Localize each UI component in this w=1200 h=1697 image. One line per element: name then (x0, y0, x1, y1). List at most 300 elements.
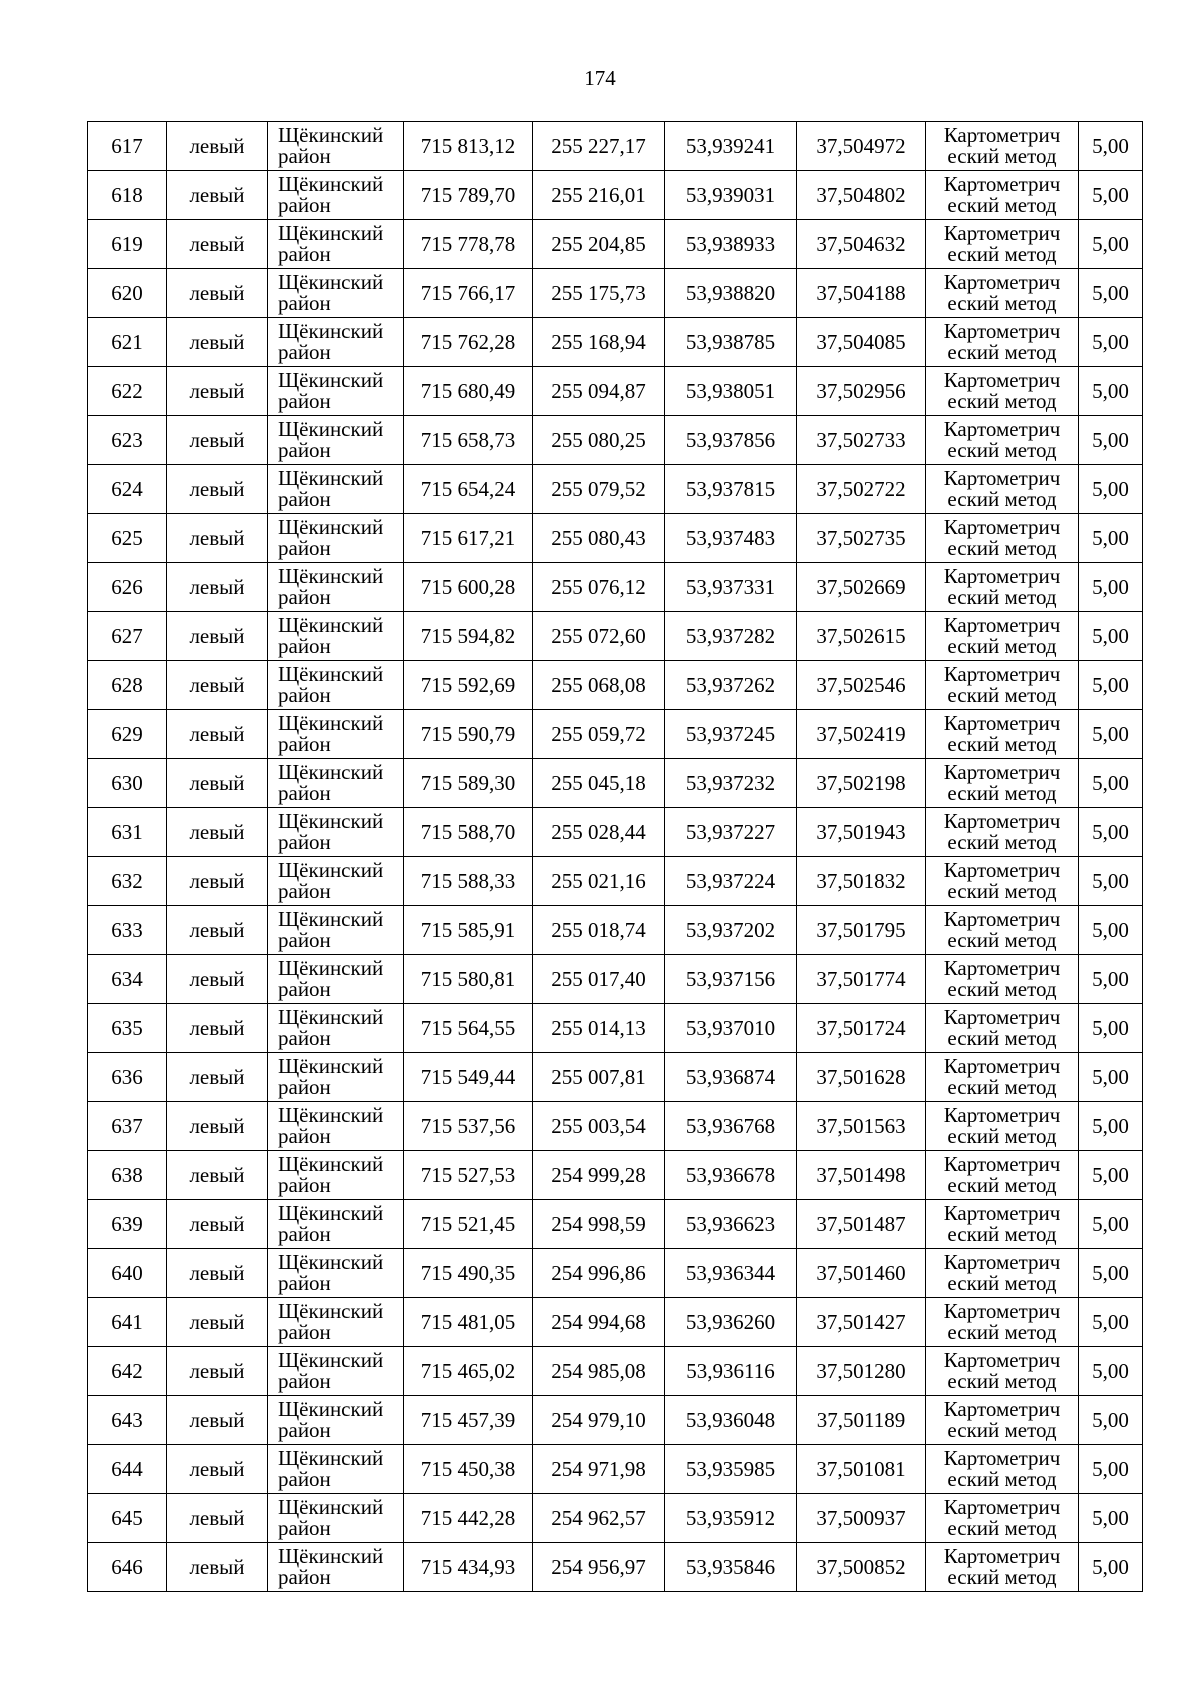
side-cell: левый (167, 710, 268, 759)
y-coordinate-cell: 254 979,10 (533, 1396, 665, 1445)
method-cell (926, 661, 1079, 710)
point-number-cell: 623 (88, 416, 167, 465)
accuracy-cell: 5,00 (1079, 857, 1143, 906)
y-coordinate-cell: 255 003,54 (533, 1102, 665, 1151)
y-coordinate-cell: 255 204,85 (533, 220, 665, 269)
district-cell (268, 1151, 404, 1200)
district-cell-line: район (278, 1271, 331, 1295)
method-cell-line: еский метод (947, 1369, 1057, 1393)
table-row (88, 465, 1143, 514)
latitude-cell: 53,936048 (665, 1396, 797, 1445)
accuracy-cell: 5,00 (1079, 1298, 1143, 1347)
side-cell: левый (167, 1494, 268, 1543)
district-cell-line: Щёкинский (278, 270, 384, 294)
point-number-cell: 628 (88, 661, 167, 710)
method-cell (926, 1102, 1079, 1151)
y-coordinate-cell: 254 985,08 (533, 1347, 665, 1396)
accuracy-cell: 5,00 (1079, 808, 1143, 857)
district-cell (268, 612, 404, 661)
side-cell: левый (167, 1396, 268, 1445)
method-cell-line: Картометрич (943, 1103, 1061, 1127)
method-cell (926, 122, 1079, 171)
method-cell (926, 1298, 1079, 1347)
method-cell-line: Картометрич (943, 1348, 1061, 1372)
point-number-cell: 621 (88, 318, 167, 367)
accuracy-cell: 5,00 (1079, 563, 1143, 612)
latitude-cell: 53,936678 (665, 1151, 797, 1200)
method-cell (926, 759, 1079, 808)
method-cell (926, 1494, 1079, 1543)
x-coordinate-cell: 715 588,70 (404, 808, 533, 857)
y-coordinate-cell: 255 076,12 (533, 563, 665, 612)
latitude-cell: 53,936768 (665, 1102, 797, 1151)
accuracy-cell: 5,00 (1079, 465, 1143, 514)
latitude-cell: 53,937483 (665, 514, 797, 563)
longitude-cell: 37,500852 (797, 1543, 926, 1592)
district-cell-line: район (278, 144, 331, 168)
method-cell-line: еский метод (947, 389, 1057, 413)
district-cell (268, 808, 404, 857)
district-cell-line: район (278, 1026, 331, 1050)
point-number-cell: 625 (88, 514, 167, 563)
table-row (88, 857, 1143, 906)
district-cell-line: Щёкинский (278, 1054, 384, 1078)
longitude-cell: 37,504972 (797, 122, 926, 171)
x-coordinate-cell: 715 442,28 (404, 1494, 533, 1543)
longitude-cell: 37,502722 (797, 465, 926, 514)
district-cell-line: район (278, 1418, 331, 1442)
district-cell (268, 1494, 404, 1543)
method-cell-line: еский метод (947, 1418, 1057, 1442)
district-cell (268, 1396, 404, 1445)
longitude-cell: 37,501943 (797, 808, 926, 857)
method-cell-line: еский метод (947, 1516, 1057, 1540)
method-cell-line: еский метод (947, 732, 1057, 756)
method-cell (926, 1053, 1079, 1102)
x-coordinate-cell: 715 654,24 (404, 465, 533, 514)
latitude-cell: 53,937262 (665, 661, 797, 710)
table-row (88, 906, 1143, 955)
method-cell-line: еский метод (947, 1467, 1057, 1491)
page-number: 174 (584, 66, 616, 90)
longitude-cell: 37,501832 (797, 857, 926, 906)
method-cell-line: Картометрич (943, 858, 1061, 882)
y-coordinate-cell: 255 227,17 (533, 122, 665, 171)
accuracy-cell: 5,00 (1079, 612, 1143, 661)
latitude-cell: 53,937156 (665, 955, 797, 1004)
latitude-cell: 53,938785 (665, 318, 797, 367)
district-cell-line: район (278, 438, 331, 462)
accuracy-cell: 5,00 (1079, 661, 1143, 710)
district-cell-line: район (278, 683, 331, 707)
side-cell: левый (167, 1347, 268, 1396)
district-cell-line: Щёкинский (278, 662, 384, 686)
y-coordinate-cell: 255 018,74 (533, 906, 665, 955)
latitude-cell: 53,937224 (665, 857, 797, 906)
district-cell-line: Щёкинский (278, 1005, 384, 1029)
latitude-cell: 53,936260 (665, 1298, 797, 1347)
y-coordinate-cell: 255 059,72 (533, 710, 665, 759)
district-cell-line: район (278, 1173, 331, 1197)
table-row (88, 1249, 1143, 1298)
district-cell (268, 1200, 404, 1249)
y-coordinate-cell: 254 962,57 (533, 1494, 665, 1543)
method-cell-line: еский метод (947, 1075, 1057, 1099)
district-cell (268, 367, 404, 416)
latitude-cell: 53,935846 (665, 1543, 797, 1592)
method-cell-line: еский метод (947, 1565, 1057, 1589)
longitude-cell: 37,504085 (797, 318, 926, 367)
point-number-cell: 631 (88, 808, 167, 857)
district-cell-line: район (278, 781, 331, 805)
latitude-cell: 53,939241 (665, 122, 797, 171)
side-cell: левый (167, 1543, 268, 1592)
latitude-cell: 53,937856 (665, 416, 797, 465)
y-coordinate-cell: 255 168,94 (533, 318, 665, 367)
latitude-cell: 53,935912 (665, 1494, 797, 1543)
district-cell-line: район (278, 193, 331, 217)
latitude-cell: 53,936623 (665, 1200, 797, 1249)
method-cell (926, 318, 1079, 367)
y-coordinate-cell: 255 014,13 (533, 1004, 665, 1053)
district-cell-line: Щёкинский (278, 907, 384, 931)
table-row (88, 612, 1143, 661)
side-cell: левый (167, 955, 268, 1004)
method-cell-line: Картометрич (943, 270, 1061, 294)
method-cell (926, 1151, 1079, 1200)
x-coordinate-cell: 715 585,91 (404, 906, 533, 955)
district-cell-line: Щёкинский (278, 221, 384, 245)
side-cell: левый (167, 1151, 268, 1200)
district-cell-line: Щёкинский (278, 466, 384, 490)
district-cell-line: район (278, 732, 331, 756)
accuracy-cell: 5,00 (1079, 759, 1143, 808)
method-cell-line: Картометрич (943, 956, 1061, 980)
district-cell-line: Щёкинский (278, 1201, 384, 1225)
district-cell-line: Щёкинский (278, 760, 384, 784)
longitude-cell: 37,501498 (797, 1151, 926, 1200)
y-coordinate-cell: 254 996,86 (533, 1249, 665, 1298)
y-coordinate-cell: 255 080,43 (533, 514, 665, 563)
method-cell-line: еский метод (947, 536, 1057, 560)
point-number-cell: 630 (88, 759, 167, 808)
district-cell-line: Щёкинский (278, 1348, 384, 1372)
side-cell: левый (167, 612, 268, 661)
longitude-cell: 37,500937 (797, 1494, 926, 1543)
district-cell-line: район (278, 291, 331, 315)
point-number-cell: 622 (88, 367, 167, 416)
point-number-cell: 641 (88, 1298, 167, 1347)
longitude-cell: 37,502735 (797, 514, 926, 563)
method-cell-line: Картометрич (943, 172, 1061, 196)
x-coordinate-cell: 715 465,02 (404, 1347, 533, 1396)
method-cell (926, 612, 1079, 661)
district-cell-line: Щёкинский (278, 1495, 384, 1519)
y-coordinate-cell: 255 007,81 (533, 1053, 665, 1102)
latitude-cell: 53,938820 (665, 269, 797, 318)
longitude-cell: 37,502956 (797, 367, 926, 416)
method-cell (926, 906, 1079, 955)
method-cell (926, 857, 1079, 906)
district-cell-line: район (278, 536, 331, 560)
side-cell: левый (167, 1298, 268, 1347)
longitude-cell: 37,501795 (797, 906, 926, 955)
district-cell-line: район (278, 389, 331, 413)
district-cell (268, 1543, 404, 1592)
method-cell-line: еский метод (947, 1124, 1057, 1148)
method-cell-line: еский метод (947, 830, 1057, 854)
district-cell (268, 416, 404, 465)
district-cell-line: район (278, 928, 331, 952)
method-cell (926, 808, 1079, 857)
x-coordinate-cell: 715 778,78 (404, 220, 533, 269)
point-number-cell: 624 (88, 465, 167, 514)
district-cell-line: район (278, 830, 331, 854)
longitude-cell: 37,501487 (797, 1200, 926, 1249)
district-cell (268, 1102, 404, 1151)
district-cell-line: район (278, 634, 331, 658)
side-cell: левый (167, 1102, 268, 1151)
latitude-cell: 53,937282 (665, 612, 797, 661)
method-cell-line: еский метод (947, 879, 1057, 903)
side-cell: левый (167, 367, 268, 416)
district-cell-line: Щёкинский (278, 711, 384, 735)
method-cell-line: еский метод (947, 291, 1057, 315)
side-cell: левый (167, 1249, 268, 1298)
latitude-cell: 53,937232 (665, 759, 797, 808)
method-cell-line: Картометрич (943, 907, 1061, 931)
method-cell-line: еский метод (947, 438, 1057, 462)
table-row (88, 1004, 1143, 1053)
accuracy-cell: 5,00 (1079, 1396, 1143, 1445)
point-number-cell: 627 (88, 612, 167, 661)
method-cell-line: Картометрич (943, 1495, 1061, 1519)
y-coordinate-cell: 254 956,97 (533, 1543, 665, 1592)
table-row (88, 269, 1143, 318)
table-row (88, 710, 1143, 759)
method-cell-line: Картометрич (943, 515, 1061, 539)
method-cell-line: Картометрич (943, 1299, 1061, 1323)
longitude-cell: 37,501081 (797, 1445, 926, 1494)
y-coordinate-cell: 255 080,25 (533, 416, 665, 465)
point-number-cell: 639 (88, 1200, 167, 1249)
y-coordinate-cell: 255 028,44 (533, 808, 665, 857)
table-row (88, 1543, 1143, 1592)
x-coordinate-cell: 715 521,45 (404, 1200, 533, 1249)
method-cell (926, 1543, 1079, 1592)
district-cell (268, 171, 404, 220)
side-cell: левый (167, 122, 268, 171)
district-cell (268, 759, 404, 808)
method-cell (926, 1396, 1079, 1445)
district-cell-line: район (278, 1320, 331, 1344)
latitude-cell: 53,939031 (665, 171, 797, 220)
district-cell-line: Щёкинский (278, 809, 384, 833)
x-coordinate-cell: 715 658,73 (404, 416, 533, 465)
method-cell-line: Картометрич (943, 564, 1061, 588)
side-cell: левый (167, 514, 268, 563)
table-row (88, 1298, 1143, 1347)
district-cell-line: Щёкинский (278, 172, 384, 196)
longitude-cell: 37,504802 (797, 171, 926, 220)
latitude-cell: 53,938933 (665, 220, 797, 269)
district-cell-line: район (278, 1124, 331, 1148)
y-coordinate-cell: 255 021,16 (533, 857, 665, 906)
longitude-cell: 37,501628 (797, 1053, 926, 1102)
method-cell-line: еский метод (947, 781, 1057, 805)
method-cell-line: еский метод (947, 193, 1057, 217)
x-coordinate-cell: 715 617,21 (404, 514, 533, 563)
y-coordinate-cell: 255 094,87 (533, 367, 665, 416)
point-number-cell: 640 (88, 1249, 167, 1298)
table-row (88, 416, 1143, 465)
longitude-cell: 37,501774 (797, 955, 926, 1004)
side-cell: левый (167, 808, 268, 857)
method-cell-line: еский метод (947, 1320, 1057, 1344)
point-number-cell: 637 (88, 1102, 167, 1151)
method-cell (926, 171, 1079, 220)
accuracy-cell: 5,00 (1079, 1249, 1143, 1298)
method-cell-line: еский метод (947, 928, 1057, 952)
table-row (88, 514, 1143, 563)
method-cell (926, 1445, 1079, 1494)
district-cell-line: район (278, 1516, 331, 1540)
table-row (88, 808, 1143, 857)
district-cell (268, 710, 404, 759)
district-cell (268, 465, 404, 514)
x-coordinate-cell: 715 762,28 (404, 318, 533, 367)
district-cell-line: Щёкинский (278, 1103, 384, 1127)
side-cell: левый (167, 661, 268, 710)
x-coordinate-cell: 715 564,55 (404, 1004, 533, 1053)
district-cell (268, 1347, 404, 1396)
side-cell: левый (167, 318, 268, 367)
point-number-cell: 634 (88, 955, 167, 1004)
table-row (88, 1347, 1143, 1396)
district-cell-line: Щёкинский (278, 858, 384, 882)
district-cell (268, 269, 404, 318)
point-number-cell: 635 (88, 1004, 167, 1053)
table-row (88, 171, 1143, 220)
district-cell (268, 122, 404, 171)
method-cell-line: Картометрич (943, 466, 1061, 490)
table-body (88, 122, 1143, 1592)
side-cell: левый (167, 416, 268, 465)
district-cell (268, 661, 404, 710)
x-coordinate-cell: 715 789,70 (404, 171, 533, 220)
accuracy-cell: 5,00 (1079, 1053, 1143, 1102)
table-row (88, 1396, 1143, 1445)
side-cell: левый (167, 1200, 268, 1249)
district-cell (268, 1053, 404, 1102)
accuracy-cell: 5,00 (1079, 269, 1143, 318)
accuracy-cell: 5,00 (1079, 318, 1143, 367)
point-number-cell: 638 (88, 1151, 167, 1200)
longitude-cell: 37,502546 (797, 661, 926, 710)
accuracy-cell: 5,00 (1079, 710, 1143, 759)
x-coordinate-cell: 715 481,05 (404, 1298, 533, 1347)
accuracy-cell: 5,00 (1079, 171, 1143, 220)
longitude-cell: 37,501563 (797, 1102, 926, 1151)
side-cell: левый (167, 759, 268, 808)
method-cell (926, 269, 1079, 318)
point-number-cell: 620 (88, 269, 167, 318)
district-cell-line: Щёкинский (278, 956, 384, 980)
district-cell-line: Щёкинский (278, 1544, 384, 1568)
method-cell (926, 1004, 1079, 1053)
table-row (88, 955, 1143, 1004)
district-cell (268, 1298, 404, 1347)
district-cell-line: район (278, 1565, 331, 1589)
side-cell: левый (167, 1053, 268, 1102)
accuracy-cell: 5,00 (1079, 1543, 1143, 1592)
district-cell-line: район (278, 585, 331, 609)
table-row (88, 1200, 1143, 1249)
district-cell (268, 220, 404, 269)
point-number-cell: 619 (88, 220, 167, 269)
side-cell: левый (167, 857, 268, 906)
method-cell-line: еский метод (947, 683, 1057, 707)
method-cell-line: Картометрич (943, 417, 1061, 441)
district-cell-line: Щёкинский (278, 1152, 384, 1176)
accuracy-cell: 5,00 (1079, 1347, 1143, 1396)
longitude-cell: 37,502198 (797, 759, 926, 808)
method-cell (926, 563, 1079, 612)
method-cell-line: Картометрич (943, 711, 1061, 735)
district-cell-line: район (278, 1467, 331, 1491)
district-cell (268, 563, 404, 612)
longitude-cell: 37,501427 (797, 1298, 926, 1347)
district-cell-line: район (278, 1075, 331, 1099)
accuracy-cell: 5,00 (1079, 1494, 1143, 1543)
method-cell (926, 710, 1079, 759)
district-cell-line: Щёкинский (278, 368, 384, 392)
table-row (88, 1494, 1143, 1543)
side-cell: левый (167, 906, 268, 955)
table-row (88, 563, 1143, 612)
district-cell (268, 514, 404, 563)
table-row (88, 759, 1143, 808)
district-cell-line: Щёкинский (278, 515, 384, 539)
point-number-cell: 645 (88, 1494, 167, 1543)
district-cell-line: Щёкинский (278, 1250, 384, 1274)
method-cell-line: Картометрич (943, 221, 1061, 245)
method-cell-line: еский метод (947, 1222, 1057, 1246)
district-cell-line: Щёкинский (278, 1299, 384, 1323)
method-cell (926, 416, 1079, 465)
x-coordinate-cell: 715 592,69 (404, 661, 533, 710)
district-cell-line: Щёкинский (278, 564, 384, 588)
method-cell-line: Картометрич (943, 613, 1061, 637)
point-number-cell: 629 (88, 710, 167, 759)
longitude-cell: 37,501724 (797, 1004, 926, 1053)
accuracy-cell: 5,00 (1079, 122, 1143, 171)
district-cell-line: Щёкинский (278, 123, 384, 147)
y-coordinate-cell: 254 994,68 (533, 1298, 665, 1347)
table-row (88, 122, 1143, 171)
district-cell-line: Щёкинский (278, 319, 384, 343)
method-cell-line: еский метод (947, 242, 1057, 266)
method-cell-line: Картометрич (943, 1250, 1061, 1274)
side-cell: левый (167, 269, 268, 318)
district-cell (268, 318, 404, 367)
method-cell (926, 955, 1079, 1004)
x-coordinate-cell: 715 590,79 (404, 710, 533, 759)
x-coordinate-cell: 715 588,33 (404, 857, 533, 906)
accuracy-cell: 5,00 (1079, 1445, 1143, 1494)
y-coordinate-cell: 255 079,52 (533, 465, 665, 514)
method-cell (926, 514, 1079, 563)
